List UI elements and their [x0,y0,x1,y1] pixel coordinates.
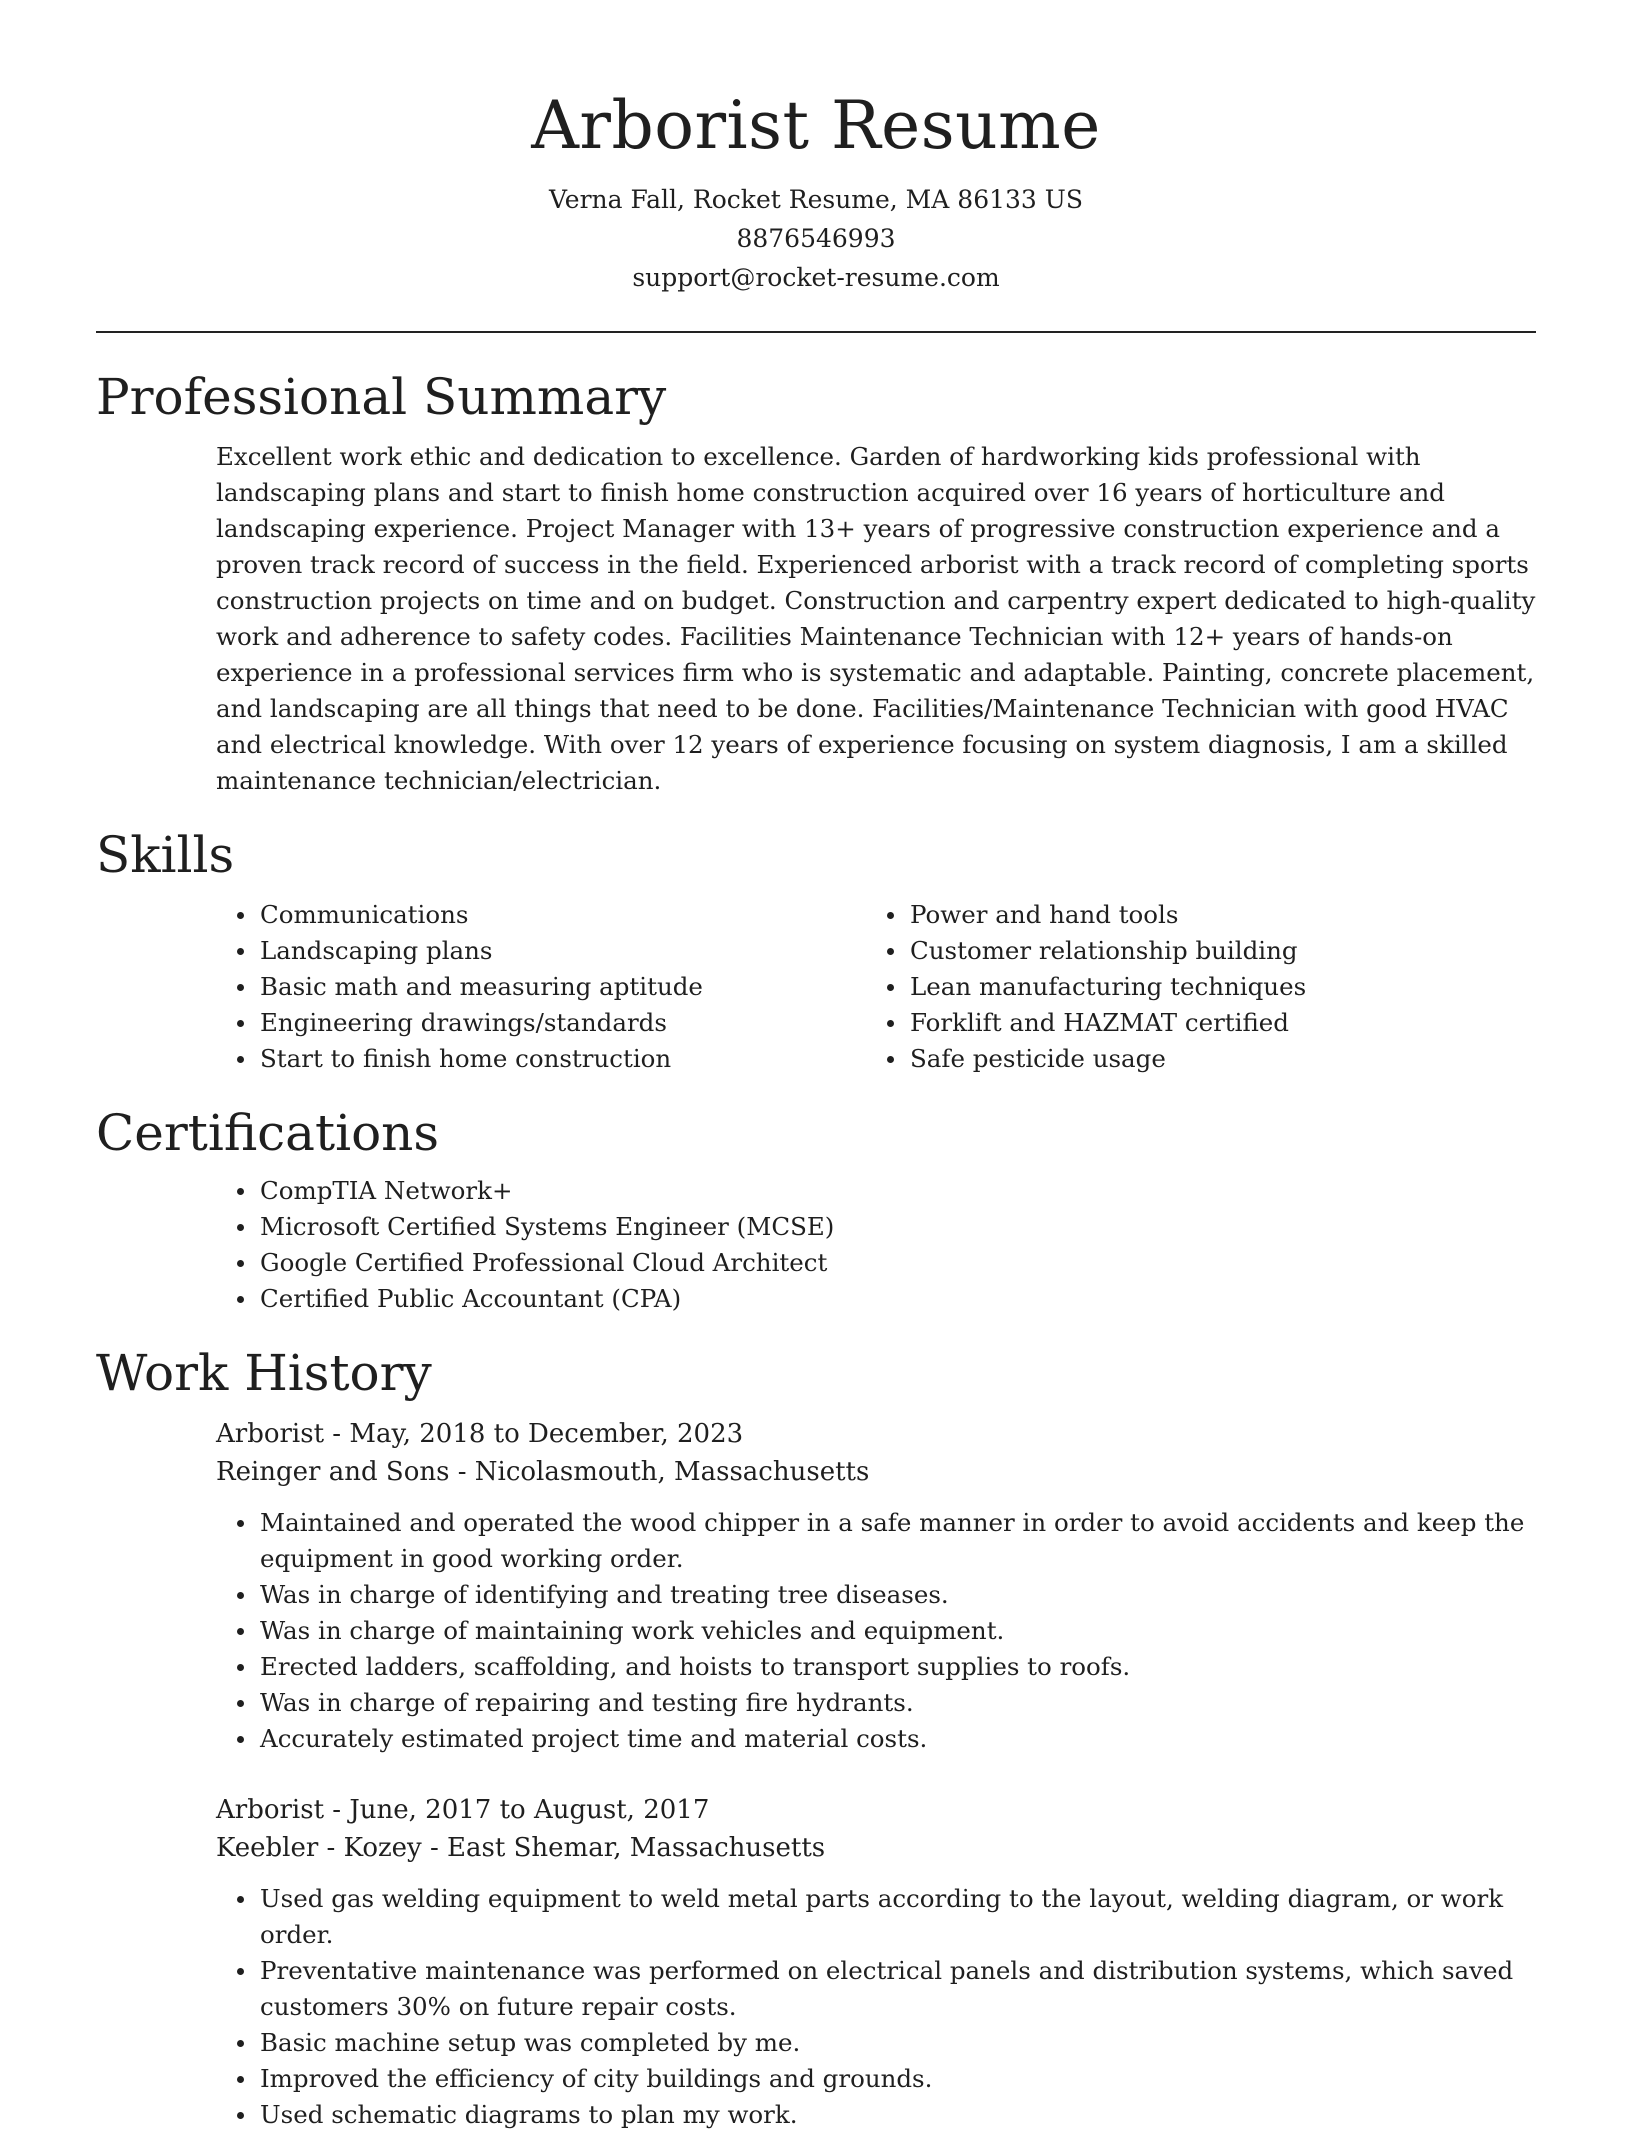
skill-item: Safe pesticide usage [866,1041,1466,1077]
skills-columns [96,897,1536,1077]
certification-item: Microsoft Certified Systems Engineer (MCSE) [216,1209,1536,1245]
skill-item: Power and hand tools [866,897,1466,933]
job-bullet: Accurately estimated project time and material costs. [216,1721,1530,1757]
skill-item: Forklift and HAZMAT certified [866,1005,1466,1041]
job-bullet: Was in charge of identifying and treating tree diseases. [216,1577,1530,1613]
contact-email: support@rocket-resume.com [632,263,1000,292]
job-title-line: Arborist - June, 2017 to August, 2017 [216,1795,710,1825]
skills-list-right [866,897,1466,1077]
certification-item: Google Certified Professional Cloud Architect [216,1245,1536,1281]
summary-text: Excellent work ethic and dedication to excellence. Garden of hardworking kids professional with landscaping plans and start to finish home construction acquired over 16 years of horticulture and landscaping experience. Project Manager with 13+ years of progressive construction experience and a proven track record of success in the field. Experienced arborist with a track record of completing sports construction projects on time and on budget. Construction and carpentry expert dedicated to high-quality work and adherence to safety codes. Facilities Maintenance Technician with 12+ years of hands-on experience in a professional services firm who is systematic and adaptable. Painting, concrete placement, and landscaping are all things that need to be done. Facilities/Maintenance Technician with good HVAC and electrical knowledge. With over 12 years of experience focusing on system diagnosis, I am a skilled maintenance technician/electrician. [216,442,1536,795]
summary-heading: Professional Summary [96,368,667,426]
skill-item: Lean manufacturing techniques [866,969,1466,1005]
job-company-line: Keebler - Kozey - East Shemar, Massachusetts [216,1833,826,1863]
job-entry [216,1415,1536,1757]
job-bullet: Used gas welding equipment to weld metal parts according to the layout, welding diagram, or work order. [216,1881,1530,1953]
job-bullet: Preventative maintenance was performed on electrical panels and distribution systems, which saved customers 30% on future repair costs. [216,1953,1530,2025]
job-bullet: Was in charge of maintaining work vehicles and equipment. [216,1613,1530,1649]
resume-page [96,0,1536,2133]
job-company-line: Reinger and Sons - Nicolasmouth, Massachusetts [216,1457,870,1487]
skill-item: Basic math and measuring aptitude [216,969,866,1005]
job-bullet: Improved the efficiency of city buildings and grounds. [216,2061,1530,2097]
certification-item: Certified Public Accountant (CPA) [216,1281,1536,1317]
skill-item: Communications [216,897,866,933]
skill-item: Start to finish home construction [216,1041,866,1077]
job-title-line: Arborist - May, 2018 to December, 2023 [216,1419,744,1449]
contact-block [96,180,1536,297]
skill-item: Landscaping plans [216,933,866,969]
job-bullet-list [216,1881,1536,2133]
certifications-section [96,1101,1536,1317]
certifications-list [216,1173,1536,1317]
job-bullet: Used schematic diagrams to plan my work. [216,2097,1530,2133]
skills-section [96,823,1536,1077]
certification-item: CompTIA Network+ [216,1173,1536,1209]
job-bullet: Basic machine setup was completed by me. [216,2025,1530,2061]
skill-item: Engineering drawings/standards [216,1005,866,1041]
skill-item: Customer relationship building [866,933,1466,969]
job-bullet: Erected ladders, scaffolding, and hoists to transport supplies to roofs. [216,1649,1530,1685]
header-divider [96,331,1536,333]
job-bullet: Maintained and operated the wood chipper in a safe manner in order to avoid accidents and keep the equipment in good working order. [216,1505,1530,1577]
contact-address: Verna Fall, Rocket Resume, MA 86133 US [549,185,1083,214]
skills-list-left [216,897,866,1077]
job-bullet-list [216,1505,1536,1757]
work-history-section [96,1341,1536,2133]
resume-title: Arborist Resume [531,87,1101,164]
job-bullet: Was in charge of repairing and testing fire hydrants. [216,1685,1530,1721]
work-history-heading: Work History [96,1344,432,1402]
certifications-heading: Certifications [96,1104,440,1162]
skills-heading: Skills [96,826,235,884]
summary-section [96,365,1536,799]
contact-phone: 8876546993 [736,224,896,253]
job-entry [216,1791,1536,2133]
